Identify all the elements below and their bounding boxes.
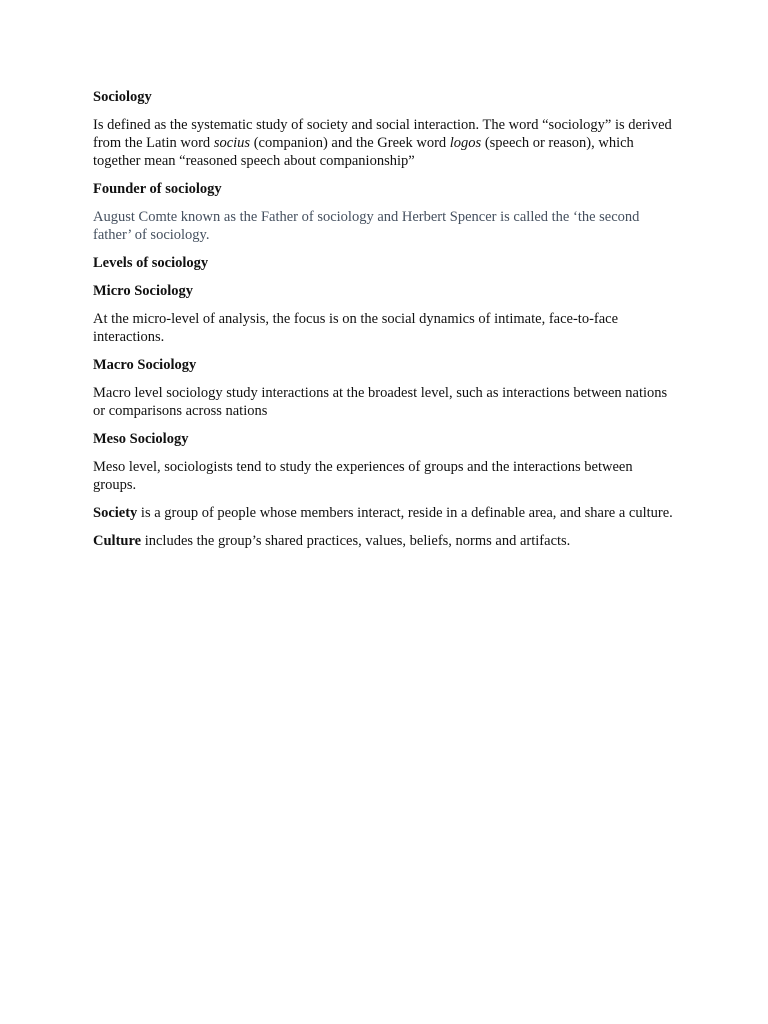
society-definition <box>93 504 675 522</box>
culture-term: Culture <box>93 533 142 549</box>
culture-text: includes the group’s shared practices, values, beliefs, norms and artifacts. <box>141 533 571 549</box>
logos-term: logos <box>449 135 482 151</box>
founder-heading: Founder of sociology <box>93 181 222 197</box>
sociology-definition <box>93 116 675 170</box>
meso-sociology-text: Meso level, sociologists tend to study the experiences of groups and the interactions between groups. <box>93 459 633 493</box>
definition-text-2: (companion) and the Greek word <box>250 135 450 151</box>
founder-text: August Comte known as the Father of sociology and Herbert Spencer is called the ‘the second father’ of sociology. <box>93 209 640 243</box>
culture-definition <box>93 532 675 550</box>
society-text: is a group of people whose members interact, reside in a definable area, and share a culture. <box>137 505 673 521</box>
sociology-heading: Sociology <box>93 89 152 105</box>
macro-sociology-text: Macro level sociology study interactions at the broadest level, such as interactions between nations or comparisons across nations <box>93 385 668 419</box>
definition-text-1: Is defined as the systematic study of society and social interaction. The word “sociology” is derived from the Latin word <box>93 117 672 151</box>
document-body <box>93 88 675 560</box>
micro-sociology-heading: Micro Sociology <box>93 283 194 299</box>
levels-heading: Levels of sociology <box>93 255 209 271</box>
definition-text-3: (speech or reason), which together mean “reasoned speech about companionship” <box>93 135 634 169</box>
society-term: Society <box>93 505 138 521</box>
socius-term: socius <box>213 135 251 151</box>
macro-sociology-heading: Macro Sociology <box>93 357 197 373</box>
micro-sociology-text: At the micro-level of analysis, the focus is on the social dynamics of intimate, face-to-face interactions. <box>93 311 619 345</box>
meso-sociology-heading: Meso Sociology <box>93 431 189 447</box>
